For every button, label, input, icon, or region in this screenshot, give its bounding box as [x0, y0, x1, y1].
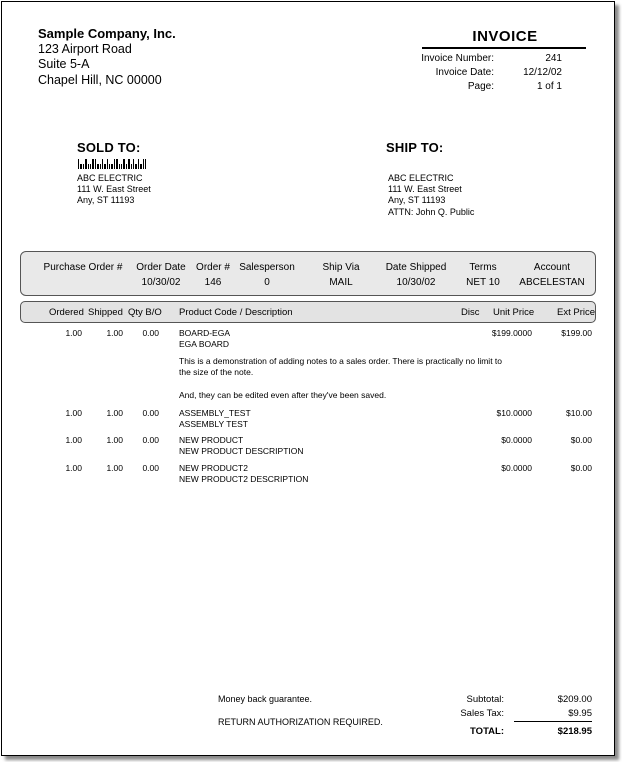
- invoice-title-rule: [422, 47, 586, 49]
- company-name: Sample Company, Inc.: [38, 26, 176, 41]
- order-num: 146: [204, 277, 222, 288]
- item-description: [179, 463, 308, 485]
- item-shipped: 1.00: [106, 408, 123, 418]
- page-number: 1 of 1: [536, 81, 562, 92]
- item-bo: 0.00: [142, 463, 159, 473]
- order-date-label: Order Date: [136, 262, 186, 273]
- salesperson-label: Salesperson: [239, 262, 295, 273]
- terms-label: Terms: [469, 262, 497, 273]
- invoice-meta: [402, 52, 586, 94]
- date-shipped: 10/30/02: [396, 277, 436, 288]
- invoice-number-label: Invoice Number:: [421, 53, 494, 64]
- item-description: [179, 435, 304, 457]
- ship-to-title: SHIP TO:: [386, 140, 444, 155]
- invoice-date-label: Invoice Date:: [435, 67, 494, 78]
- subtotal-label: Subtotal:: [466, 694, 504, 705]
- item-ordered: 1.00: [65, 328, 82, 338]
- item-code: ASSEMBLY_TEST: [179, 408, 251, 418]
- date-shipped-label: Date Shipped: [385, 262, 447, 273]
- item-ext-price: $0.00: [570, 435, 592, 445]
- item-code: BOARD-EGA: [179, 328, 231, 338]
- sold-to-line3: Any, ST 11193: [77, 195, 135, 206]
- item-desc: ASSEMBLY TEST: [179, 419, 248, 429]
- ship-to-address: [388, 173, 474, 218]
- item-ext-price: $10.00: [566, 408, 592, 418]
- salesperson: 0: [264, 277, 270, 288]
- item-ext-price: $199.00: [561, 328, 592, 338]
- item-note: This is a demonstration of adding notes to a sales order. There is practically no limit to the size of the note.: [179, 356, 503, 377]
- barcode-icon: [78, 159, 188, 169]
- po-label: Purchase Order #: [43, 262, 123, 273]
- order-info-box: [20, 251, 596, 296]
- tax-value: $9.95: [568, 708, 592, 719]
- account: ABCELESTAN: [519, 277, 585, 288]
- col-product: Product Code / Description: [179, 307, 293, 318]
- page-label: Page:: [467, 81, 494, 92]
- totals-rule: [514, 721, 592, 722]
- col-shipped: Shipped: [88, 307, 123, 318]
- item-bo: 0.00: [142, 435, 159, 445]
- sold-to-line1: ABC ELECTRIC: [77, 173, 143, 183]
- footer-message-return: RETURN AUTHORIZATION REQUIRED.: [218, 717, 383, 727]
- item-ordered: 1.00: [65, 408, 82, 418]
- ship-to-line1: ABC ELECTRIC: [388, 173, 454, 183]
- total-value: $218.95: [557, 726, 592, 737]
- item-shipped: 1.00: [106, 328, 123, 338]
- items-header: [20, 301, 596, 323]
- item-unit-price: $199.0000: [491, 328, 532, 338]
- invoice-title: INVOICE: [472, 28, 538, 45]
- item-note: And, they can be edited even after they've been saved.: [179, 390, 387, 400]
- item-bo: 0.00: [142, 408, 159, 418]
- company-address1: 123 Airport Road: [38, 41, 132, 56]
- terms: NET 10: [466, 277, 500, 288]
- item-unit-price: $0.0000: [501, 463, 532, 473]
- item-ordered: 1.00: [65, 435, 82, 445]
- account-label: Account: [533, 262, 571, 273]
- sold-to-address: [77, 173, 151, 207]
- footer-message-guarantee: Money back guarantee.: [218, 694, 313, 704]
- sold-to-line2: 111 W. East Street: [77, 184, 151, 195]
- col-ordered: Ordered: [49, 307, 84, 318]
- ship-to-line3: Any, ST 11193: [388, 195, 446, 206]
- item-ext-price: $0.00: [570, 463, 592, 473]
- ship-to-line4: ATTN: John Q. Public: [388, 206, 475, 217]
- item-ordered: 1.00: [65, 463, 82, 473]
- item-description: [179, 408, 251, 430]
- item-code: NEW PRODUCT2: [179, 463, 248, 473]
- item-bo: 0.00: [142, 328, 159, 338]
- invoice-date: 12/12/02: [523, 67, 562, 78]
- sold-to-title: SOLD TO:: [77, 140, 141, 155]
- item-shipped: 1.00: [106, 463, 123, 473]
- total-label: TOTAL:: [470, 726, 504, 737]
- order-num-label: Order #: [196, 262, 230, 273]
- item-code: NEW PRODUCT: [179, 435, 244, 445]
- item-desc: NEW PRODUCT DESCRIPTION: [179, 446, 304, 456]
- col-disc: Disc: [461, 307, 480, 318]
- col-qty-bo: Qty B/O: [128, 307, 162, 318]
- item-unit-price: $10.0000: [496, 408, 532, 418]
- order-date: 10/30/02: [141, 277, 181, 288]
- company-block: [38, 26, 176, 88]
- item-shipped: 1.00: [106, 435, 123, 445]
- item-description: [179, 328, 230, 350]
- item-desc: NEW PRODUCT2 DESCRIPTION: [179, 474, 309, 484]
- ship-via-label: Ship Via: [322, 262, 360, 273]
- subtotal-value: $209.00: [557, 694, 592, 705]
- ship-to-line2: 111 W. East Street: [388, 184, 462, 195]
- invoice-number: 241: [545, 53, 562, 64]
- col-ext-price: Ext Price: [557, 307, 596, 318]
- col-unit-price: Unit Price: [493, 307, 535, 318]
- company-city: Chapel Hill, NC 00000: [38, 72, 162, 87]
- tax-label: Sales Tax:: [460, 708, 504, 719]
- ship-via: MAIL: [329, 277, 353, 288]
- item-unit-price: $0.0000: [501, 435, 532, 445]
- company-address2: Suite 5-A: [38, 57, 90, 71]
- invoice-page: [1, 1, 615, 756]
- item-desc: EGA BOARD: [179, 339, 230, 349]
